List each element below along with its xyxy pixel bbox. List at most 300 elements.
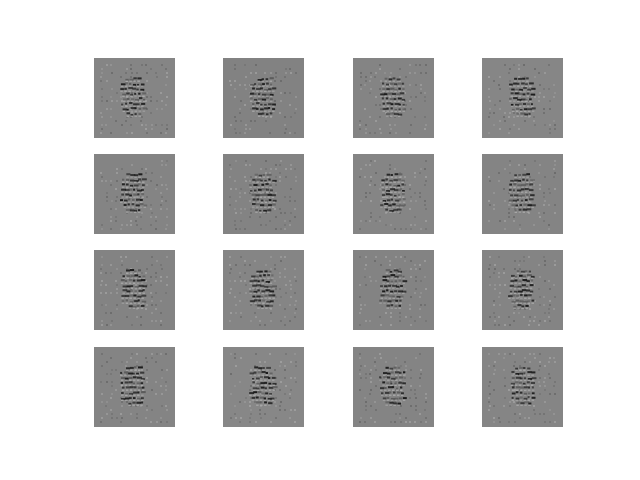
sample-stroke bbox=[258, 83, 262, 85]
sample-stroke bbox=[389, 402, 393, 404]
sample-stroke bbox=[132, 203, 135, 205]
sample-stroke bbox=[385, 183, 388, 185]
sample-speckle bbox=[549, 124, 551, 126]
sample-stroke bbox=[121, 295, 125, 297]
sample-speckle bbox=[410, 385, 412, 387]
sample-speckle bbox=[101, 228, 103, 230]
sample-speckle bbox=[100, 272, 102, 274]
sample-highlight bbox=[526, 197, 529, 199]
sample-highlight bbox=[381, 395, 384, 397]
sample-highlight bbox=[127, 116, 130, 118]
sample-speckle bbox=[410, 260, 412, 262]
sample-highlight bbox=[260, 91, 263, 93]
sample-stroke bbox=[269, 290, 274, 292]
sample-speckle bbox=[379, 220, 381, 222]
sample-highlight bbox=[135, 293, 138, 295]
sample-speckle bbox=[364, 365, 366, 367]
sample-speckle bbox=[498, 172, 500, 174]
sample-highlight bbox=[138, 177, 141, 179]
sample-speckle bbox=[544, 200, 546, 202]
sample-speckle bbox=[279, 208, 281, 210]
sample-stroke bbox=[523, 372, 525, 374]
sample-speckle bbox=[493, 417, 495, 419]
sample-highlight bbox=[528, 400, 531, 402]
sample-stroke bbox=[520, 402, 524, 404]
sample-highlight bbox=[268, 106, 271, 108]
sample-speckle bbox=[415, 405, 417, 407]
sample-speckle bbox=[151, 124, 153, 126]
sample-speckle bbox=[146, 96, 148, 98]
sample-highlight bbox=[391, 177, 394, 179]
sample-speckle bbox=[290, 389, 292, 391]
sample-stroke bbox=[252, 107, 257, 109]
sample-speckle bbox=[234, 68, 236, 70]
sample-highlight bbox=[122, 187, 125, 189]
sample-speckle bbox=[539, 353, 541, 355]
sample-stroke bbox=[141, 103, 145, 105]
sample-stroke bbox=[523, 367, 525, 369]
sample-highlight bbox=[511, 207, 514, 209]
sample-highlight bbox=[262, 96, 265, 98]
sample-highlight bbox=[403, 283, 406, 285]
sample-speckle bbox=[375, 280, 377, 282]
sample-speckle bbox=[230, 312, 232, 314]
generated-sample-image bbox=[353, 58, 434, 138]
sample-highlight bbox=[401, 298, 404, 300]
sample-stroke bbox=[401, 296, 404, 298]
sample-stroke bbox=[382, 83, 384, 85]
sample-speckle bbox=[414, 72, 416, 74]
sample-highlight bbox=[266, 192, 269, 194]
sample-stroke bbox=[125, 194, 129, 196]
sample-speckle bbox=[414, 320, 416, 322]
sample-speckle bbox=[239, 421, 241, 423]
sample-stroke bbox=[268, 194, 272, 196]
sample-speckle bbox=[420, 84, 422, 86]
sample-speckle bbox=[420, 168, 422, 170]
sample-speckle bbox=[404, 256, 406, 258]
sample-highlight bbox=[523, 385, 526, 387]
sample-speckle bbox=[111, 100, 113, 102]
sample-highlight bbox=[397, 405, 400, 407]
sample-stroke bbox=[129, 195, 132, 197]
sample-stroke bbox=[266, 113, 269, 115]
sample-stroke bbox=[385, 78, 388, 80]
sample-speckle bbox=[375, 172, 377, 174]
sample-highlight bbox=[130, 177, 133, 179]
sample-stroke bbox=[395, 377, 397, 379]
sample-speckle bbox=[533, 320, 535, 322]
sample-stroke bbox=[398, 88, 401, 90]
sample-speckle bbox=[375, 72, 377, 74]
sample-speckle bbox=[494, 324, 496, 326]
sample-highlight bbox=[521, 273, 524, 275]
sample-highlight bbox=[515, 375, 518, 377]
sample-highlight bbox=[268, 111, 271, 113]
sample-speckle bbox=[101, 256, 103, 258]
sample-stroke bbox=[129, 377, 133, 379]
sample-highlight bbox=[130, 390, 133, 392]
sample-stroke bbox=[122, 183, 125, 185]
sample-stroke bbox=[523, 209, 528, 211]
sample-speckle bbox=[290, 168, 292, 170]
sample-stroke bbox=[272, 285, 277, 287]
sample-speckle bbox=[141, 116, 143, 118]
sample-speckle bbox=[150, 68, 152, 70]
sample-highlight bbox=[526, 81, 529, 83]
sample-speckle bbox=[544, 280, 546, 282]
sample-stroke bbox=[526, 194, 529, 196]
sample-speckle bbox=[166, 224, 168, 226]
sample-speckle bbox=[250, 385, 252, 387]
sample-speckle bbox=[414, 292, 416, 294]
sample-speckle bbox=[126, 132, 128, 134]
sample-speckle bbox=[244, 272, 246, 274]
sample-speckle bbox=[145, 357, 147, 359]
sample-highlight bbox=[253, 293, 256, 295]
sample-speckle bbox=[270, 268, 272, 270]
sample-highlight bbox=[531, 207, 534, 209]
sample-stroke bbox=[140, 402, 143, 404]
sample-stroke bbox=[528, 403, 531, 405]
sample-speckle bbox=[165, 389, 167, 391]
sample-speckle bbox=[285, 353, 287, 355]
sample-highlight bbox=[528, 303, 531, 305]
sample-speckle bbox=[508, 116, 510, 118]
sample-speckle bbox=[116, 92, 118, 94]
sample-highlight bbox=[380, 288, 383, 290]
sample-stroke bbox=[262, 99, 266, 101]
sample-highlight bbox=[518, 197, 521, 199]
sample-speckle bbox=[166, 128, 168, 130]
sample-highlight bbox=[390, 192, 393, 194]
sample-highlight bbox=[386, 370, 389, 372]
sample-stroke bbox=[400, 285, 403, 287]
sample-speckle bbox=[379, 64, 381, 66]
sample-speckle bbox=[110, 64, 112, 66]
sample-speckle bbox=[553, 357, 555, 359]
sample-speckle bbox=[146, 409, 148, 411]
sample-speckle bbox=[359, 373, 361, 375]
sample-speckle bbox=[101, 324, 103, 326]
sample-stroke bbox=[394, 290, 397, 292]
sample-speckle bbox=[369, 132, 371, 134]
sample-stroke bbox=[520, 377, 523, 379]
sample-highlight bbox=[257, 390, 260, 392]
sample-highlight bbox=[511, 96, 513, 98]
sample-highlight bbox=[388, 207, 391, 209]
sample-speckle bbox=[160, 280, 162, 282]
sample-highlight bbox=[138, 370, 141, 372]
sample-speckle bbox=[229, 292, 231, 294]
sample-highlight bbox=[525, 192, 528, 194]
sample-stroke bbox=[129, 79, 133, 81]
sample-speckle bbox=[136, 353, 138, 355]
sample-stroke bbox=[141, 193, 144, 195]
sample-speckle bbox=[284, 124, 286, 126]
sample-speckle bbox=[523, 316, 525, 318]
sample-highlight bbox=[263, 212, 266, 214]
sample-highlight bbox=[261, 308, 264, 310]
sample-highlight bbox=[528, 390, 531, 392]
sample-speckle bbox=[279, 272, 281, 274]
sample-highlight bbox=[517, 192, 520, 194]
sample-speckle bbox=[101, 353, 103, 355]
sample-stroke bbox=[263, 274, 266, 276]
sample-highlight bbox=[528, 380, 531, 382]
sample-speckle bbox=[294, 208, 296, 210]
sample-speckle bbox=[230, 288, 232, 290]
sample-stroke bbox=[514, 78, 517, 80]
sample-stroke bbox=[264, 107, 268, 109]
sample-stroke bbox=[131, 98, 135, 100]
sample-speckle bbox=[409, 208, 411, 210]
sample-highlight bbox=[125, 283, 128, 285]
sample-highlight bbox=[392, 207, 395, 209]
sample-speckle bbox=[229, 204, 231, 206]
sample-stroke bbox=[529, 271, 531, 273]
sample-highlight bbox=[138, 182, 141, 184]
sample-speckle bbox=[415, 64, 417, 66]
sample-speckle bbox=[111, 88, 113, 90]
sample-stroke bbox=[262, 367, 265, 369]
sample-highlight bbox=[249, 293, 252, 295]
sample-speckle bbox=[245, 76, 247, 78]
sample-speckle bbox=[549, 409, 551, 411]
sample-stroke bbox=[260, 271, 262, 273]
sample-highlight bbox=[124, 91, 127, 93]
sample-speckle bbox=[155, 188, 157, 190]
sample-stroke bbox=[512, 377, 515, 379]
sample-speckle bbox=[424, 409, 426, 411]
sample-stroke bbox=[258, 371, 263, 373]
sample-speckle bbox=[359, 124, 361, 126]
sample-speckle bbox=[165, 228, 167, 230]
sample-stroke bbox=[515, 89, 519, 91]
sample-speckle bbox=[250, 212, 252, 214]
sample-speckle bbox=[374, 421, 376, 423]
sample-highlight bbox=[259, 177, 262, 179]
sample-speckle bbox=[419, 316, 421, 318]
sample-stroke bbox=[381, 392, 383, 394]
sample-speckle bbox=[513, 320, 515, 322]
sample-highlight bbox=[527, 212, 530, 214]
generated-sample-image bbox=[94, 250, 175, 330]
sample-highlight bbox=[265, 308, 268, 310]
sample-stroke bbox=[380, 204, 383, 206]
sample-speckle bbox=[131, 132, 133, 134]
sample-highlight bbox=[272, 111, 275, 113]
sample-speckle bbox=[245, 180, 247, 182]
sample-speckle bbox=[279, 409, 281, 411]
sample-speckle bbox=[274, 268, 276, 270]
sample-speckle bbox=[489, 180, 491, 182]
sample-speckle bbox=[240, 280, 242, 282]
sample-highlight bbox=[131, 111, 134, 113]
sample-speckle bbox=[509, 401, 511, 403]
sample-stroke bbox=[258, 189, 262, 191]
sample-highlight bbox=[513, 202, 516, 204]
sample-speckle bbox=[121, 100, 123, 102]
sample-stroke bbox=[268, 383, 271, 385]
sample-speckle bbox=[274, 401, 276, 403]
sample-highlight bbox=[269, 308, 272, 310]
sample-speckle bbox=[369, 116, 371, 118]
sample-stroke bbox=[254, 280, 258, 282]
sample-speckle bbox=[270, 168, 272, 170]
sample-speckle bbox=[136, 316, 138, 318]
sample-stroke bbox=[257, 184, 259, 186]
sample-speckle bbox=[234, 296, 236, 298]
sample-stroke bbox=[397, 392, 401, 394]
sample-speckle bbox=[275, 405, 277, 407]
sample-speckle bbox=[145, 417, 147, 419]
sample-highlight bbox=[250, 96, 253, 98]
sample-highlight bbox=[266, 81, 269, 83]
sample-speckle bbox=[499, 76, 501, 78]
sample-speckle bbox=[140, 120, 142, 122]
sample-stroke bbox=[122, 94, 126, 96]
sample-stroke bbox=[265, 387, 267, 389]
sample-speckle bbox=[105, 312, 107, 314]
sample-highlight bbox=[266, 303, 269, 305]
sample-stroke bbox=[390, 112, 395, 114]
sample-stroke bbox=[519, 209, 522, 211]
sample-highlight bbox=[264, 207, 267, 209]
sample-speckle bbox=[284, 212, 286, 214]
sample-speckle bbox=[415, 96, 417, 98]
sample-highlight bbox=[137, 385, 140, 387]
sample-stroke bbox=[255, 276, 259, 278]
generated-sample-image bbox=[482, 347, 563, 427]
sample-stroke bbox=[523, 103, 526, 105]
sample-speckle bbox=[295, 180, 297, 182]
sample-speckle bbox=[499, 220, 501, 222]
sample-speckle bbox=[419, 377, 421, 379]
sample-speckle bbox=[160, 417, 162, 419]
sample-highlight bbox=[395, 106, 398, 108]
sample-highlight bbox=[129, 106, 132, 108]
sample-speckle bbox=[529, 316, 531, 318]
sample-stroke bbox=[387, 377, 390, 379]
sample-highlight bbox=[519, 96, 522, 98]
sample-speckle bbox=[365, 409, 367, 411]
sample-stroke bbox=[250, 97, 253, 99]
sample-stroke bbox=[272, 87, 276, 89]
sample-stroke bbox=[399, 280, 402, 282]
sample-stroke bbox=[252, 285, 257, 287]
sample-speckle bbox=[290, 296, 292, 298]
sample-stroke bbox=[399, 377, 403, 379]
sample-stroke bbox=[142, 92, 146, 94]
sample-stroke bbox=[526, 173, 530, 175]
sample-speckle bbox=[409, 308, 411, 310]
sample-speckle bbox=[419, 385, 421, 387]
sample-stroke bbox=[272, 398, 275, 400]
sample-speckle bbox=[385, 256, 387, 258]
sample-speckle bbox=[115, 389, 117, 391]
sample-highlight bbox=[120, 91, 123, 93]
sample-speckle bbox=[151, 389, 153, 391]
sample-highlight bbox=[528, 395, 531, 397]
sample-speckle bbox=[420, 304, 422, 306]
sample-stroke bbox=[134, 271, 137, 273]
sample-speckle bbox=[369, 373, 371, 375]
sample-highlight bbox=[266, 86, 269, 88]
sample-speckle bbox=[240, 417, 242, 419]
sample-stroke bbox=[528, 108, 532, 110]
sample-stroke bbox=[526, 77, 529, 79]
sample-stroke bbox=[251, 276, 256, 278]
sample-speckle bbox=[365, 124, 367, 126]
sample-speckle bbox=[280, 256, 282, 258]
sample-speckle bbox=[513, 353, 515, 355]
sample-speckle bbox=[116, 288, 118, 290]
sample-highlight bbox=[397, 395, 400, 397]
sample-highlight bbox=[132, 91, 135, 93]
sample-highlight bbox=[135, 116, 138, 118]
sample-highlight bbox=[522, 182, 525, 184]
sample-highlight bbox=[250, 303, 253, 305]
sample-speckle bbox=[394, 124, 396, 126]
sample-stroke bbox=[268, 103, 272, 105]
sample-highlight bbox=[134, 187, 137, 189]
sample-highlight bbox=[514, 283, 517, 285]
sample-speckle bbox=[533, 116, 535, 118]
sample-speckle bbox=[280, 212, 282, 214]
sample-speckle bbox=[543, 96, 545, 98]
sample-highlight bbox=[532, 380, 535, 382]
sample-highlight bbox=[512, 380, 515, 382]
sample-speckle bbox=[543, 413, 545, 415]
sample-stroke bbox=[256, 179, 260, 181]
sample-speckle bbox=[140, 216, 142, 218]
sample-speckle bbox=[554, 212, 556, 214]
sample-stroke bbox=[520, 294, 523, 296]
sample-stroke bbox=[268, 204, 272, 206]
sample-stroke bbox=[386, 84, 389, 86]
sample-speckle bbox=[488, 132, 490, 134]
sample-stroke bbox=[138, 178, 141, 180]
sample-highlight bbox=[256, 106, 259, 108]
sample-highlight bbox=[257, 308, 260, 310]
sample-highlight bbox=[125, 298, 128, 300]
sample-stroke bbox=[525, 188, 529, 190]
sample-speckle bbox=[151, 256, 153, 258]
sample-stroke bbox=[514, 280, 517, 282]
sample-highlight bbox=[139, 101, 142, 103]
sample-speckle bbox=[161, 405, 163, 407]
sample-speckle bbox=[230, 353, 232, 355]
sample-speckle bbox=[245, 397, 247, 399]
sample-speckle bbox=[136, 417, 138, 419]
sample-speckle bbox=[141, 272, 143, 274]
sample-speckle bbox=[230, 84, 232, 86]
sample-stroke bbox=[532, 392, 535, 394]
sample-stroke bbox=[398, 189, 401, 191]
sample-speckle bbox=[370, 212, 372, 214]
sample-background bbox=[94, 250, 175, 330]
sample-stroke bbox=[122, 387, 125, 389]
sample-highlight bbox=[138, 187, 141, 189]
sample-stroke bbox=[393, 77, 396, 79]
sample-speckle bbox=[156, 353, 158, 355]
sample-stroke bbox=[268, 179, 270, 181]
sample-speckle bbox=[160, 324, 162, 326]
sample-speckle bbox=[504, 397, 506, 399]
sample-speckle bbox=[160, 312, 162, 314]
sample-highlight bbox=[379, 303, 382, 305]
